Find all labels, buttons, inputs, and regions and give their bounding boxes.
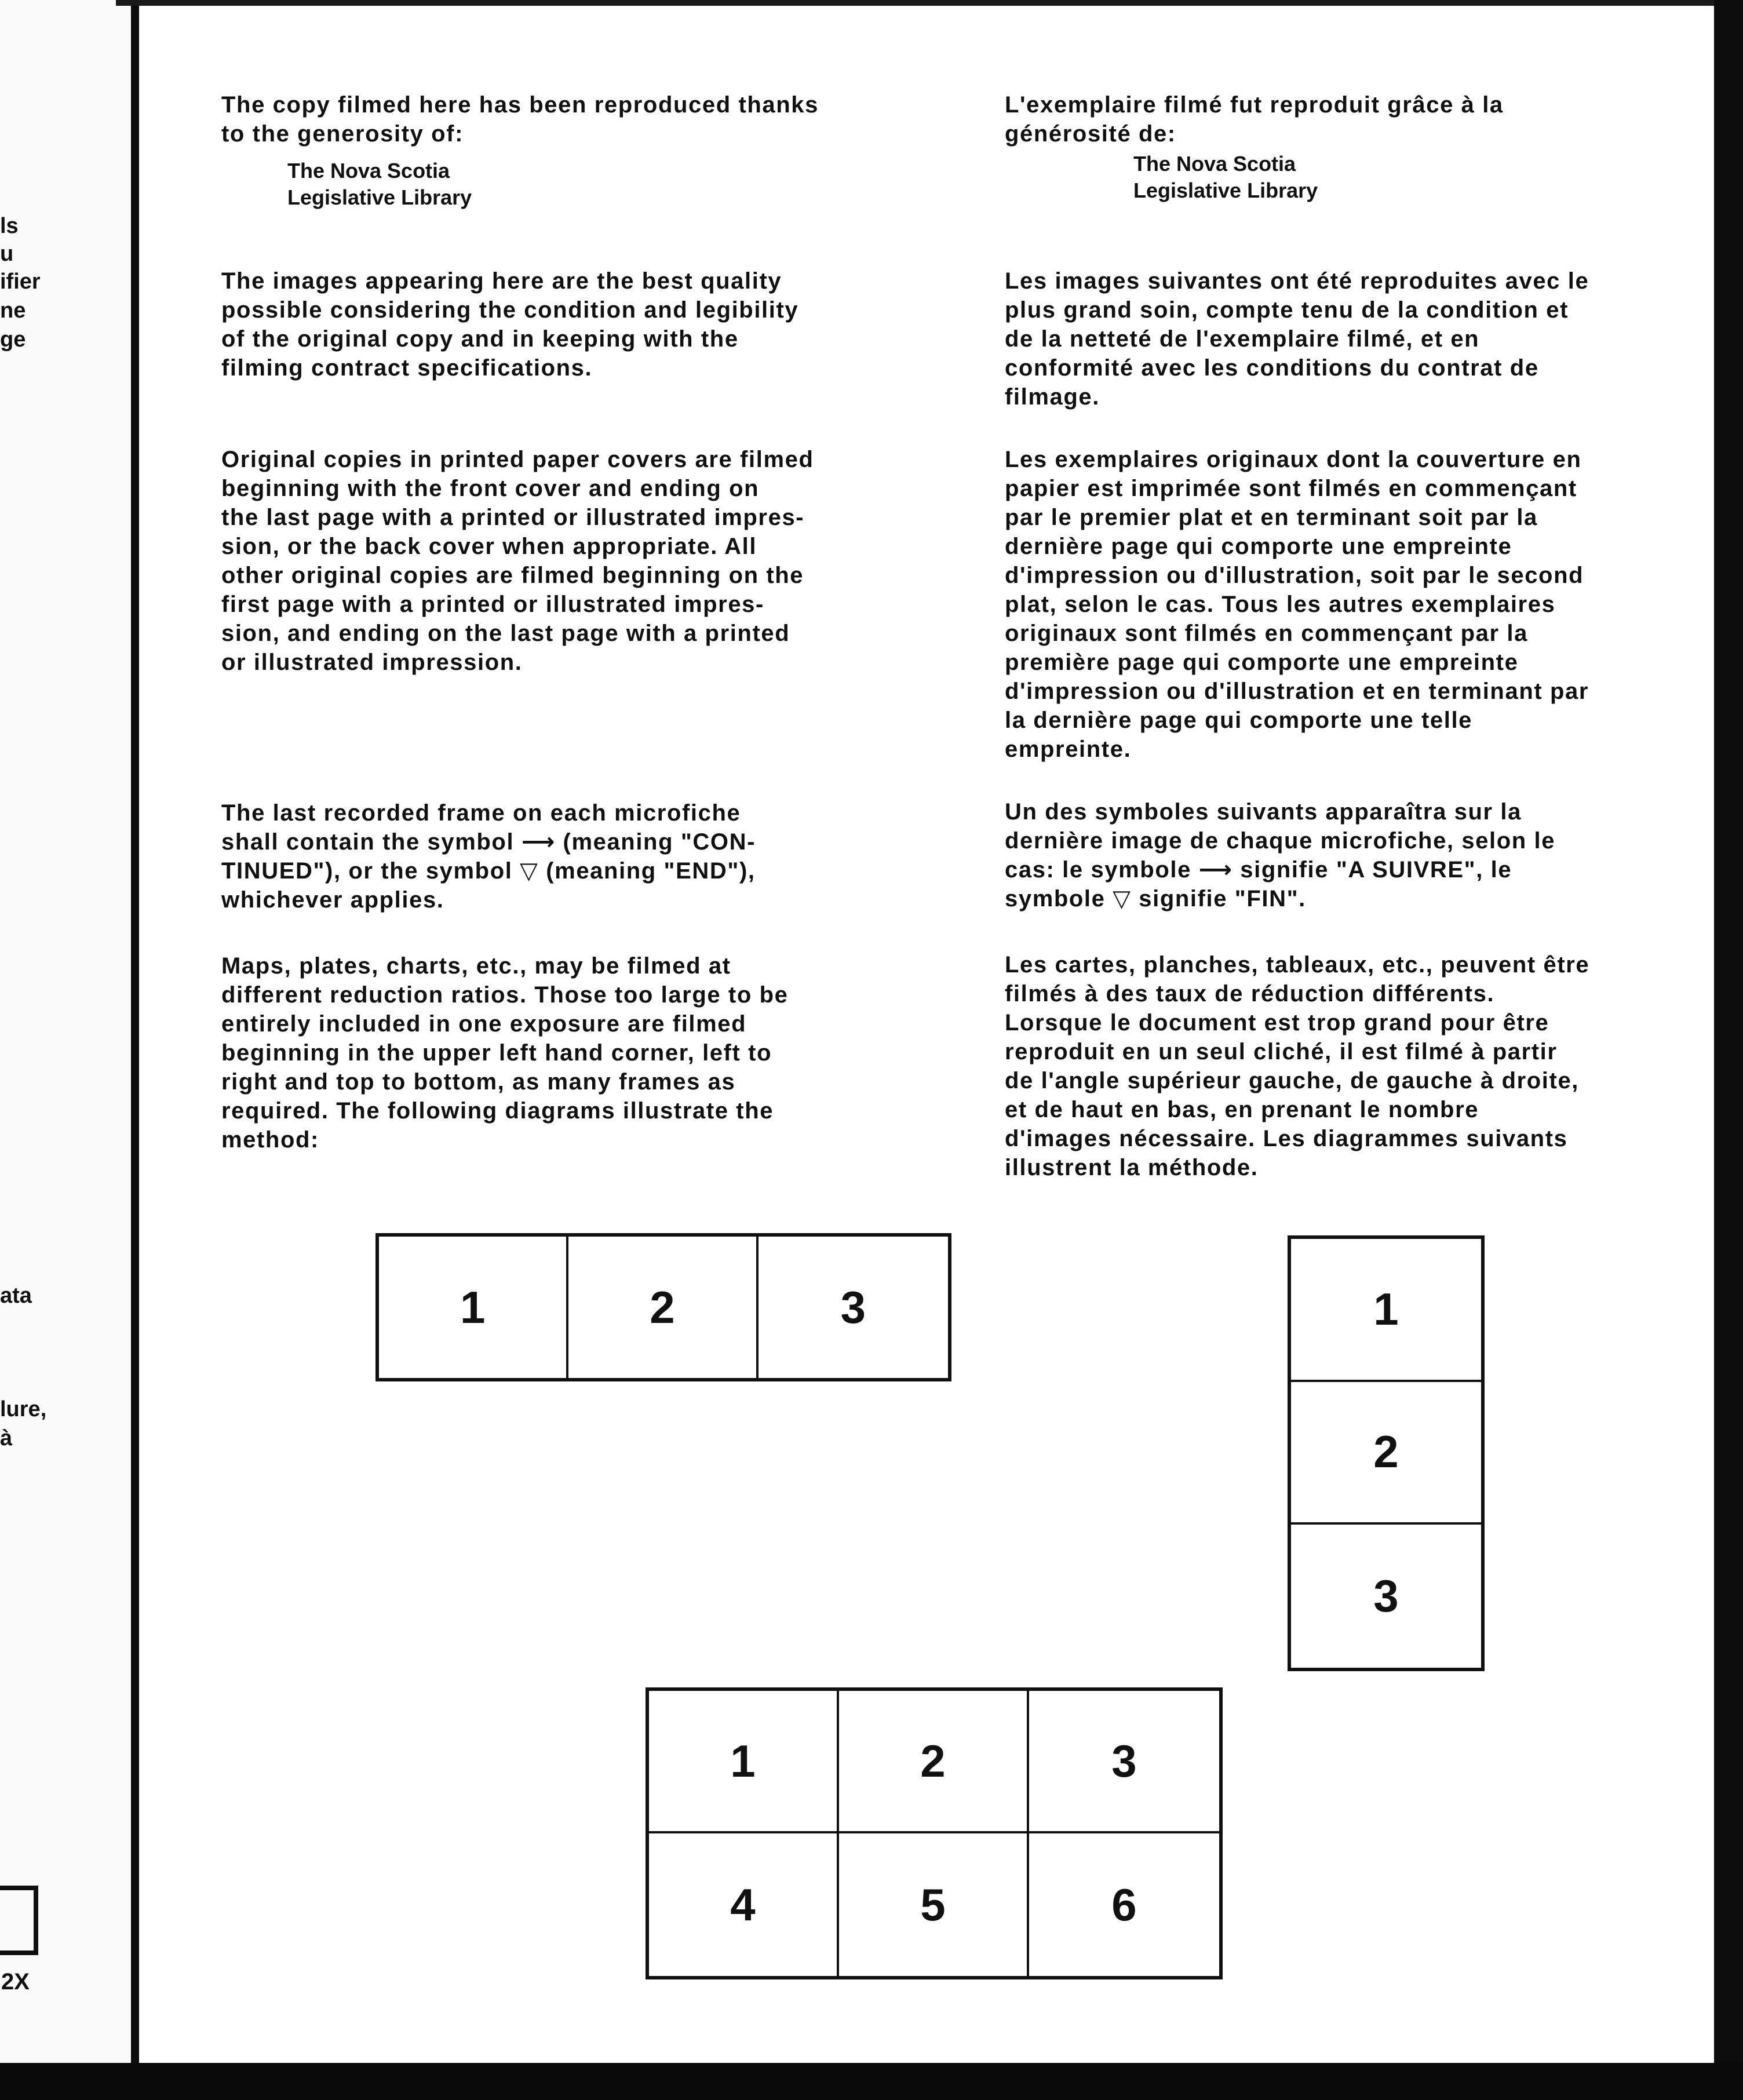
scan-edge-right — [1714, 0, 1743, 2100]
resolution-target-box — [0, 1886, 38, 1955]
frame-cell: 6 — [1111, 1879, 1137, 1930]
english-credit-intro: The copy filmed here has been reproduced thanks to the generosity of: — [221, 92, 819, 147]
frame-cell: 1 — [649, 1691, 839, 1833]
left-fragment-line: ifier — [0, 269, 41, 294]
french-institution: The Nova Scotia Legislative Library — [1133, 152, 1318, 202]
english-institution: The Nova Scotia Legislative Library — [287, 159, 472, 209]
frame-cell: 3 — [1029, 1691, 1219, 1833]
left-fragment-line: lure, — [0, 1397, 47, 1421]
left-fragment-line: ata — [0, 1284, 32, 1308]
english-quality-paragraph: The images appearing here are the best quality possible considering the condition and legibility of the original copy and in keeping with the filming contract specifications. — [221, 268, 799, 381]
diagram-vertical-frames — [1288, 1235, 1485, 1671]
english-symbol-paragraph: The last recorded frame on each microfiche shall contain the symbol ⟶ (meaning "CON- TINUED"), or the symbol ▽ (meaning "END"), whichever applies. — [221, 800, 756, 913]
frame-cell: 2 — [839, 1691, 1029, 1833]
left-fragment-line: ls — [0, 214, 19, 238]
frame-cell: 5 — [839, 1833, 1029, 1976]
frame-cell: 3 — [840, 1281, 866, 1333]
english-maps-paragraph: Maps, plates, charts, etc., may be filmed at different reduction ratios. Those too large to be entirely included in one exposure are filmed beginning in the upper left hand corner, left to right and top to bottom, as many frames as required. The following diagrams illustrate the method: — [221, 953, 789, 1153]
diagram-grid-frames — [646, 1687, 1223, 1979]
frame-cell: 1 — [379, 1237, 568, 1378]
french-symbol-paragraph: Un des symboles suivants apparaîtra sur la dernière image de chaque microfiche, selon le cas: le symbole ⟶ signifie "A SUIVRE", le symbole ▽ signifie "FIN". — [1005, 799, 1556, 912]
french-quality-paragraph: Les images suivantes ont été reproduites avec le plus grand soin, compte tenu de la condition et de la netteté de l'exemplaire filmé, et en conformité avec les conditions du contrat de filmage. — [1005, 268, 1589, 410]
left-fragment-line: u — [0, 242, 14, 266]
scan-edge-top — [116, 0, 1743, 6]
left-fragment-line: ge — [0, 327, 26, 352]
frame-cell: 3 — [1373, 1570, 1399, 1622]
french-filming-order-paragraph: Les exemplaires originaux dont la couverture en papier est imprimée sont filmés en commençant par le premier plat et en terminant soit par la dernière page qui comporte une empreinte d'impression ou d'illustration, soit par le second plat, selon le cas. Tous les autres exemplaires originaux sont filmés en commençant par la première page qui comporte une empreinte d'impression ou d'illustration et en terminant par la dernière page qui comporte une telle empreinte. — [1005, 447, 1589, 762]
frame-cell: 4 — [649, 1833, 839, 1976]
frame-cell: 2 — [1291, 1382, 1481, 1525]
french-credit-intro: L'exemplaire filmé fut reproduit grâce à la générosité de: — [1005, 92, 1504, 147]
left-fragment-line: ne — [0, 298, 26, 323]
french-maps-paragraph: Les cartes, planches, tableaux, etc., peuvent être filmés à des taux de réduction différents. Lorsque le document est trop grand pour être reproduit en un seul cliché, il est filmé à partir de l'angle supérieur gauche, de gauche à droite, et de haut en bas, en prenant le nombre d'images nécessaire. Les diagrammes suivants illustrent la méthode. — [1005, 952, 1590, 1180]
diagram-horizontal-frames — [375, 1233, 951, 1381]
binding-edge-left — [131, 0, 139, 2100]
frame-cell: 1 — [1291, 1239, 1481, 1382]
english-filming-order-paragraph: Original copies in printed paper covers are filmed beginning with the front cover and ending on the last page with a printed or illustrated impres- sion, or the back cover when appropriate. All other original copies are filmed beginning on the first page with a printed or illustrated impres- sion, and ending on the last page with a printed or illustrated impression. — [221, 447, 814, 675]
frame-cell: 2 — [568, 1237, 758, 1378]
left-fragment-line: à — [0, 1426, 13, 1450]
scan-edge-bottom — [0, 2063, 1743, 2100]
reduction-label: 2X — [1, 1969, 30, 1995]
